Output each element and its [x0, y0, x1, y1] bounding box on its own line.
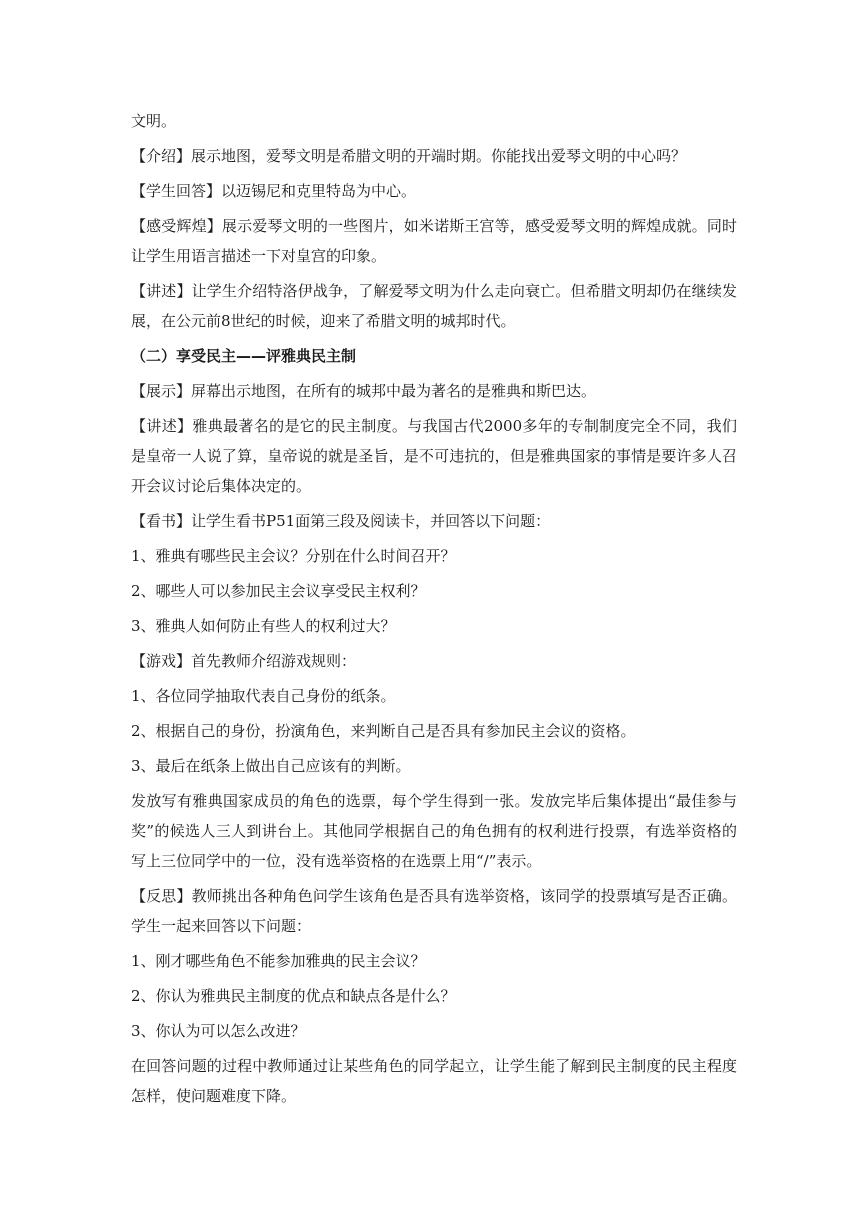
- rule-item: 2、根据自己的身份，扮演角色，来判断自己是否具有参加民主会议的资格。: [131, 722, 636, 740]
- paragraph-reflection: 【反思】教师挑出各种角色问学生该角色是否具有选举资格，该同学的投票填写是否正确。学生一起来回答以下问题：: [131, 887, 737, 935]
- question-item: 3、雅典人如何防止有些人的权利过大？: [131, 617, 396, 635]
- question-item: 2、你认为雅典民主制度的优点和缺点各是什么？: [131, 987, 456, 1005]
- paragraph-narration-democracy: 【讲述】雅典最著名的是它的民主制度。与我国古代2000多年的专制制度完全不同，我们是皇帝一人说了算，皇帝说的就是圣旨，是不可违抗的，但是雅典国家的事情是要许多人召开会议讨论后集体决定的。: [131, 417, 737, 495]
- question-item: 1、雅典有哪些民主会议？分别在什么时间召开？: [131, 547, 456, 565]
- question-item: 3、你认为可以怎么改进？: [131, 1022, 306, 1040]
- paragraph-ballot: 发放写有雅典国家成员的角色的选票，每个学生得到一张。发放完毕后集体提出“最佳参与奖”的候选人三人到讲台上。其他同学根据自己的角色拥有的权利进行投票，有选举资格的写上三位同学中的一位，没有选举资格的在选票上用“/”表示。: [131, 792, 737, 870]
- paragraph-game: 【游戏】首先教师介绍游戏规则：: [131, 652, 357, 670]
- rule-item: 1、各位同学抽取代表自己身份的纸条。: [131, 687, 396, 705]
- paragraph-feel-glory: 【感受辉煌】展示爱琴文明的一些图片，如米诺斯王宫等，感受爱琴文明的辉煌成就。同时让学生用语言描述一下对皇宫的印象。: [131, 217, 737, 265]
- paragraph-read-book: 【看书】让学生看书P51面第三段及阅读卡，并回答以下问题：: [131, 512, 551, 530]
- section-heading: （二）享受民主——评雅典民主制: [131, 347, 357, 365]
- paragraph-narration-trojan-war: 【讲述】让学生介绍特洛伊战争，了解爱琴文明为什么走向衰亡。但希腊文明却仍在继续发展，在公元前8世纪的时候，迎来了希腊文明的城邦时代。: [131, 282, 737, 330]
- paragraph-conclusion: 在回答问题的过程中教师通过让某些角色的同学起立，让学生能了解到民主制度的民主程度怎样，使问题难度下降。: [131, 1057, 737, 1105]
- paragraph-introduction: 【介绍】展示地图，爱琴文明是希腊文明的开端时期。你能找出爱琴文明的中心吗？: [131, 147, 687, 165]
- document-page: [131, 106, 737, 1116]
- rule-item: 3、最后在纸条上做出自己应该有的判断。: [131, 757, 411, 775]
- paragraph-continuation: 文明。: [131, 112, 177, 130]
- paragraph-student-answer: 【学生回答】以迈锡尼和克里特岛为中心。: [131, 182, 417, 200]
- paragraph-show-map: 【展示】屏幕出示地图，在所有的城邦中最为著名的是雅典和斯巴达。: [131, 382, 597, 400]
- question-item: 2、哪些人可以参加民主会议享受民主权利？: [131, 582, 426, 600]
- question-item: 1、刚才哪些角色不能参加雅典的民主会议？: [131, 952, 426, 970]
